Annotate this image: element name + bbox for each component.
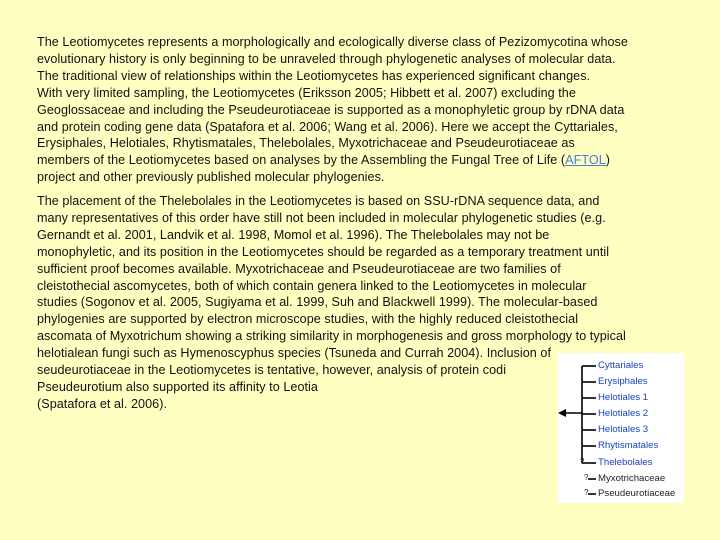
taxon-rhytismatales: Rhytismatales <box>598 440 659 451</box>
uncertain-mark: ? <box>580 457 585 466</box>
taxon-pseudeurotiaceae: Pseudeurotiaceae <box>598 488 676 499</box>
taxon-helotiales-3: Helotiales 3 <box>598 424 649 435</box>
uncertain-mark: ? <box>584 473 589 482</box>
taxon-erysiphales: Erysiphales <box>598 376 648 387</box>
text-line: phylogenies are supported by electron microscope studies, with the highly reduced cleistothecial <box>37 312 579 327</box>
text-line: project and other previously published molecular phylogenies. <box>37 170 385 185</box>
text-line: The traditional view of relationships within the Leotiomycetes has experienced significant changes. <box>37 68 591 83</box>
taxon-thelebolales: Thelebolales <box>598 457 653 468</box>
text-line: seudeurotiaceae in the Leotiomycetes is tentative, however, analysis of protein codi <box>37 363 507 378</box>
text-line: studies (Sogonov et al. 2005, Sugiyama et al. 1999, Suh and Blackwell 1999). The molecular-based <box>37 295 598 310</box>
text-line: ascomata of Myxotrichum showing a striking similarity in morphogenesis and gross morphology to typical <box>37 329 626 344</box>
text-line: cleistothecial ascomycetes, both of which contain genera linked to the Leotiomycetes in molecular <box>37 278 587 293</box>
taxon-helotiales-1: Helotiales 1 <box>598 392 649 403</box>
text-line: evolutionary history is only beginning to be unraveled through phylogenetic analyses of molecular data. <box>37 51 616 66</box>
taxon-helotiales-2: Helotiales 2 <box>598 408 649 419</box>
text-line: Erysiphales, Helotiales, Rhytismatales, Thelebolales, Myxotrichaceae and Pseudeurotiaceae as <box>37 136 575 151</box>
text-line: With very limited sampling, the Leotiomycetes (Eriksson 2005; Hibbett et al. 2007) excluding the <box>37 85 576 100</box>
leotiomycetes-tree-figure <box>558 353 684 503</box>
text-segment: members of the Leotiomycetes based on analyses by the Assembling the Fungal Tree of Life ( <box>37 153 566 168</box>
text-line: (Spatafora et al. 2006). <box>37 396 168 411</box>
text-line: helotialean fungi such as Hymenoscyphus species (Tsuneda and Currah 2004). Inclusion of <box>37 346 551 361</box>
taxon-cyttariales: Cyttariales <box>598 360 644 371</box>
uncertain-mark: ? <box>584 488 589 497</box>
text-line: Geoglossaceae and including the Pseudeurotiaceae is supported as a monophyletic group by rDNA data <box>37 102 625 117</box>
root-arrow-icon <box>558 409 566 417</box>
text-line: sufficient proof becomes available. Myxotrichaceae and Pseudeurotiaceae are two families of <box>37 261 561 276</box>
text-segment: ) <box>605 153 610 168</box>
paragraph-leotiomycetes-intro <box>37 34 697 186</box>
text-line: monophyletic, and its position in the Leotiomycetes should be regarded as a temporary treatment until <box>37 244 610 259</box>
text-line: The placement of the Thelebolales in the Leotiomycetes is based on SSU-rDNA sequence data, and <box>37 194 600 208</box>
text-line: The Leotiomycetes represents a morphologically and ecologically diverse class of Pezizomycotina whose <box>37 35 628 49</box>
aftol-link[interactable]: AFTOL <box>565 153 606 168</box>
taxon-myxotrichaceae: Myxotrichaceae <box>598 473 666 484</box>
text-line: many representatives of this order have still not been included in molecular phylogenetic studies (e.g. <box>37 210 606 225</box>
text-line: Gernandt et al. 2001, Landvik et al. 1998, Momol et al. 1996). The Thelebolales may not be <box>37 227 550 242</box>
text-line <box>37 152 697 169</box>
text-line: Pseudeurotium also supported its affinity to Leotia <box>37 379 318 394</box>
text-line: and protein coding gene data (Spatafora et al. 2006; Wang et al. 2006). Here we accept the Cyttariales, <box>37 119 618 134</box>
